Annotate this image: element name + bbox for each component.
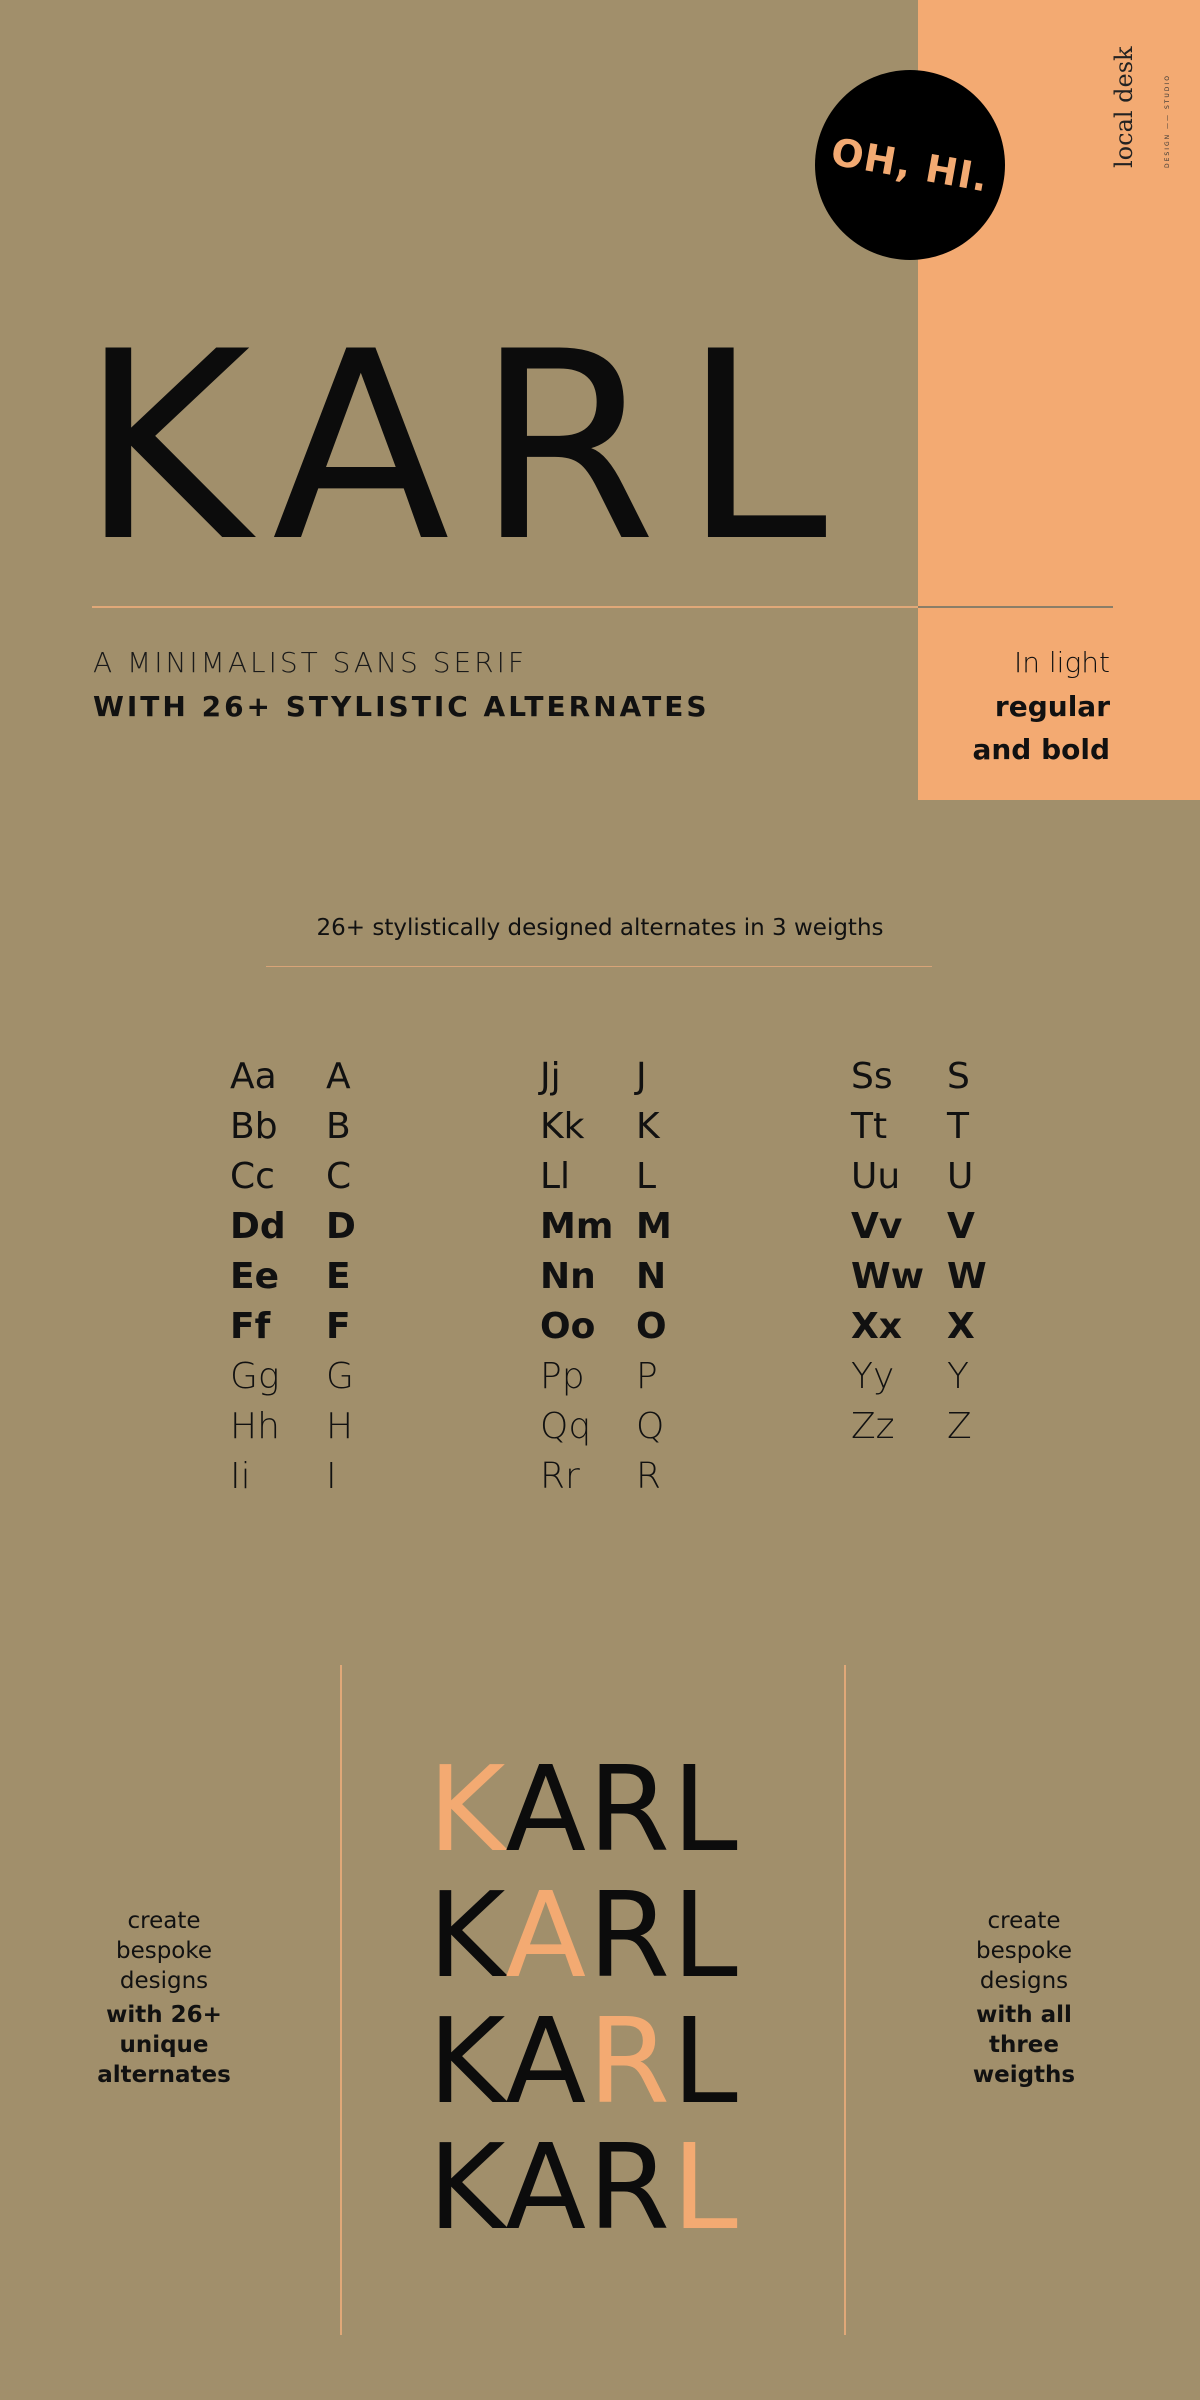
glyph-alternate: J <box>636 1056 647 1097</box>
glyph-alternate: Y <box>947 1356 969 1397</box>
note-line-bold: alternates <box>97 2062 231 2088</box>
note-line: bespoke <box>115 1938 213 1964</box>
highlighted-letter: R <box>588 1992 673 2130</box>
highlighted-letter: A <box>505 1866 589 2004</box>
letter: A <box>505 2118 589 2256</box>
glyph-pair: Hh <box>230 1406 280 1447</box>
studio-logo <box>1110 40 1190 170</box>
hero-divider <box>92 606 918 608</box>
highlighted-letter: K <box>428 1740 506 1878</box>
glyph-pair: Dd <box>230 1206 286 1247</box>
glyph-alternate: V <box>947 1206 975 1247</box>
glyph-alternate: I <box>326 1456 337 1497</box>
letter: K <box>428 2118 506 2256</box>
letter: A <box>505 1740 589 1878</box>
note-line: designs <box>119 1968 209 1994</box>
studio-logo-name: local desk <box>1110 46 1138 168</box>
glyph-pair: Ww <box>851 1256 924 1297</box>
glyph-pair: Jj <box>540 1056 561 1097</box>
showcase-divider-right <box>844 1665 846 2335</box>
weights-bold-label: and bold <box>972 733 1110 766</box>
glyph-alternate: E <box>326 1256 351 1297</box>
glyph-pair: Uu <box>851 1156 901 1197</box>
letter: L <box>672 1866 740 2004</box>
weights-regular-label: regular <box>994 690 1110 723</box>
letter: L <box>672 1740 740 1878</box>
glyph-alternate: Z <box>947 1406 972 1447</box>
karl-variants <box>428 1740 740 2256</box>
letter: R <box>588 1740 673 1878</box>
glyph-alternate: S <box>947 1056 970 1097</box>
glyph-alternate: P <box>636 1356 658 1397</box>
glyph-alternate: Q <box>636 1406 665 1447</box>
glyph-alternate: N <box>636 1256 667 1297</box>
glyph-pair: Ss <box>851 1056 893 1097</box>
note-line-bold: with 26+ <box>106 2002 222 2028</box>
note-line: create <box>987 1908 1061 1934</box>
note-line: create <box>127 1908 201 1934</box>
glyph-pair: Zz <box>851 1406 895 1447</box>
tagline-line-1: A MINIMALIST SANS SERIF <box>93 646 527 679</box>
glyph-alternate: X <box>947 1306 975 1347</box>
alternates-divider <box>266 966 932 967</box>
left-note <box>64 1906 264 2090</box>
glyph-pair: Vv <box>851 1206 903 1247</box>
glyph-pair: Kk <box>540 1106 585 1147</box>
tagline-line-2: WITH 26+ STYLISTIC ALTERNATES <box>93 690 710 723</box>
glyph-pair: Ee <box>230 1256 280 1297</box>
karl-variant-row <box>428 1866 740 2004</box>
hero-title: KARL <box>80 297 854 599</box>
note-line: designs <box>979 1968 1069 1994</box>
letter: L <box>672 1992 740 2130</box>
glyph-alternate: F <box>326 1306 351 1347</box>
studio-logo-subtitle: DESIGN —— STUDIO <box>1164 74 1171 168</box>
glyph-alternate: R <box>636 1456 662 1497</box>
highlighted-letter: L <box>672 2118 740 2256</box>
glyph-alternate: H <box>326 1406 354 1447</box>
glyph-pair: Cc <box>230 1156 275 1197</box>
glyph-alternate: M <box>636 1206 672 1247</box>
letter: K <box>428 1866 506 2004</box>
glyph-pair: Yy <box>851 1356 895 1397</box>
glyph-alternate: B <box>326 1106 351 1147</box>
glyph-pair: Ll <box>540 1156 571 1197</box>
letter: R <box>588 2118 673 2256</box>
glyph-alternate: L <box>636 1156 657 1197</box>
glyph-alternate: T <box>947 1106 969 1147</box>
glyph-pair: Pp <box>540 1356 585 1397</box>
greeting-badge-text: OH, HI. <box>827 129 993 201</box>
hero-divider-panel <box>918 606 1113 608</box>
right-note <box>924 1906 1124 2090</box>
note-line-bold: three <box>989 2032 1059 2058</box>
weights-light-label: In light <box>1014 646 1110 679</box>
glyph-pair: Ii <box>230 1456 251 1497</box>
note-line: bespoke <box>975 1938 1073 1964</box>
glyph-pair: Aa <box>230 1056 277 1097</box>
glyph-alternate: O <box>636 1306 667 1347</box>
glyph-pair: Nn <box>540 1256 596 1297</box>
glyph-pair: Mm <box>540 1206 614 1247</box>
greeting-badge <box>815 70 1005 260</box>
showcase-divider-left <box>340 1665 342 2335</box>
note-line-bold: unique <box>119 2032 209 2058</box>
glyph-alternate: G <box>326 1356 354 1397</box>
glyph-pair: Xx <box>851 1306 902 1347</box>
alternates-caption: 26+ stylistically designed alternates in 3 weigths <box>316 915 884 941</box>
glyph-alternate: D <box>326 1206 356 1247</box>
glyph-alternate: K <box>636 1106 660 1147</box>
glyph-pair: Bb <box>230 1106 278 1147</box>
glyph-pair: Gg <box>230 1356 280 1397</box>
glyph-alternate: W <box>947 1256 987 1297</box>
note-line-bold: weigths <box>972 2062 1076 2088</box>
glyph-alternate: C <box>326 1156 352 1197</box>
letter: R <box>588 1866 673 2004</box>
glyph-pair: Qq <box>540 1406 592 1447</box>
note-line-bold: with all <box>976 2002 1072 2028</box>
karl-variant-row <box>428 1992 740 2130</box>
karl-variant-row <box>428 1740 740 1878</box>
letter: K <box>428 1992 506 2130</box>
letter: A <box>505 1992 589 2130</box>
glyph-pair: Tt <box>851 1106 888 1147</box>
glyph-pair: Ff <box>230 1306 271 1347</box>
glyph-pair: Oo <box>540 1306 596 1347</box>
glyph-pair: Rr <box>540 1456 580 1497</box>
karl-variant-row <box>428 2118 740 2256</box>
glyph-alternate: U <box>947 1156 974 1197</box>
glyph-alternate: A <box>326 1056 351 1097</box>
